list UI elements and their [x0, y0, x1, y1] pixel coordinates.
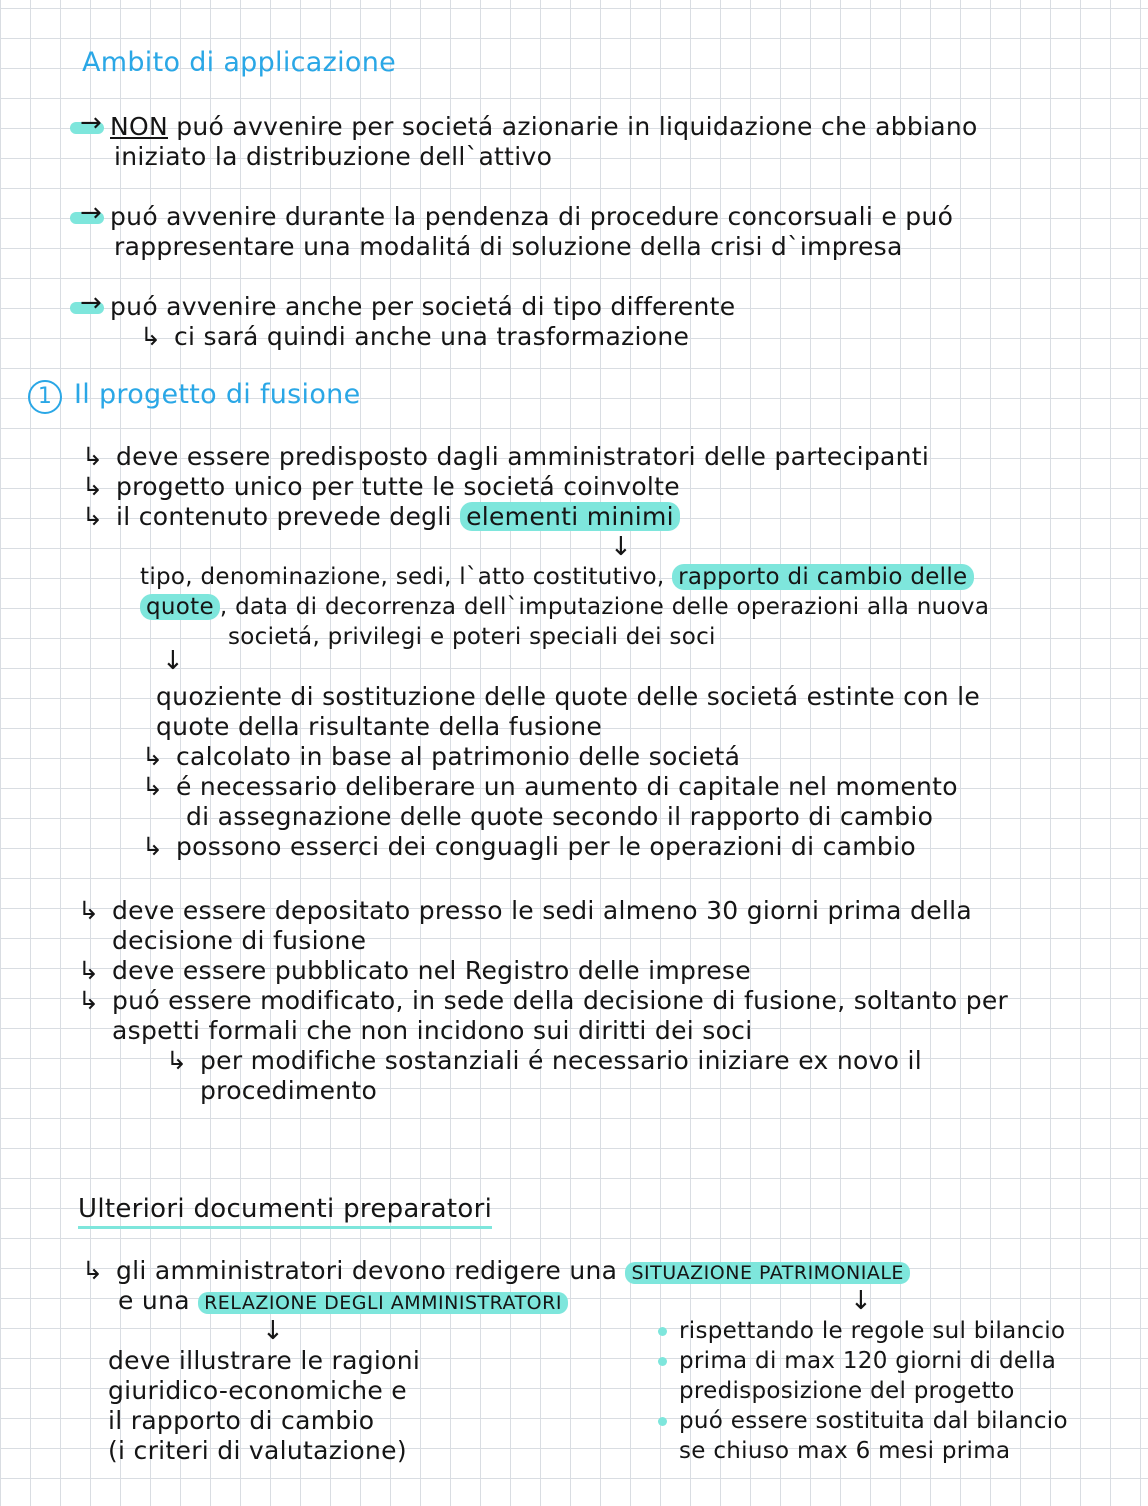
arrow-down-icon: ↓ — [850, 1286, 872, 1316]
modifica-sub-line2: procedimento — [200, 1076, 378, 1105]
sub-arrow-icon: ↳ — [78, 896, 100, 925]
sub-arrow-icon: ↳ — [82, 1256, 104, 1285]
sub-arrow-icon: ↳ — [78, 956, 100, 985]
section2-heading — [78, 1194, 492, 1224]
sub-arrow-icon: ↳ — [82, 502, 104, 531]
bullet-dot-icon — [658, 1417, 667, 1426]
bullet-dot-icon — [658, 1357, 667, 1366]
sub-arrow-icon: ↳ — [166, 1046, 188, 1075]
sub-arrow-icon: ↳ — [78, 986, 100, 1015]
section2-title: Ulteriori documenti preparatori — [78, 1194, 492, 1229]
deposit-line1: ↳ deve essere depositato presso le sedi almeno 30 giorni prima della — [78, 896, 973, 925]
deposit-line2: decisione di fusione — [112, 926, 367, 955]
elements-line1: tipo, denominazione, sedi, l`atto costitutivo, rapporto di cambio delle — [140, 562, 974, 592]
registro-line: ↳ deve essere pubblicato nel Registro delle imprese — [78, 956, 751, 985]
ambito-bullet-1 — [70, 112, 978, 142]
sub-arrow-icon: ↳ — [82, 472, 104, 501]
sp-bullet-2-line2: predisposizione del progetto — [679, 1378, 1015, 1404]
quoziente-b1: ↳ calcolato in base al patrimonio delle societá — [142, 742, 741, 771]
elements-line3: societá, privilegi e poteri speciali dei soci — [228, 624, 716, 650]
ambito-bullet-3 — [70, 292, 735, 322]
arrow-down-icon: ↓ — [162, 646, 184, 676]
quoziente-b2-line2: di assegnazione delle quote secondo il rapporto di cambio — [186, 802, 934, 831]
relazione-amministratori-highlight: RELAZIONE DEGLI AMMINISTRATORI — [198, 1292, 568, 1314]
s1-p2: ↳ progetto unico per tutte le societá coinvolte — [82, 472, 680, 501]
situazione-patrimoniale-highlight: SITUAZIONE PATRIMONIALE — [625, 1262, 909, 1284]
quoziente-line1: quoziente di sostituzione delle quote delle societá estinte con le — [156, 682, 981, 711]
ambito-b2-line2: rappresentare una modalitá di soluzione della crisi d`impresa — [114, 232, 903, 261]
ambito-bullet-2 — [70, 202, 953, 232]
quoziente-b2: ↳ é necessario deliberare un aumento di capitale nel momento — [142, 772, 958, 801]
relazione-line2: giuridico-economiche e — [108, 1376, 407, 1405]
modifica-line2: aspetti formali che non incidono sui diritti dei soci — [112, 1016, 753, 1045]
relazione-line1: deve illustrare le ragioni — [108, 1346, 421, 1375]
relazione-line4: (i criteri di valutazione) — [108, 1436, 407, 1465]
quote-highlight: quote — [140, 594, 220, 620]
arrow-right-icon — [70, 212, 104, 224]
sp-bullet-3: puó essere sostituita dal bilancio — [658, 1406, 1068, 1436]
bullet-dot-icon — [658, 1327, 667, 1336]
sp-bullet-2: prima di max 120 giorni di della — [658, 1346, 1056, 1376]
ambito-b2-text: puó avvenire durante la pendenza di procedure concorsuali e puó — [110, 202, 954, 231]
s1-p1: ↳ deve essere predisposto dagli amministratori delle partecipanti — [82, 442, 930, 471]
s2-intro-line1: ↳ gli amministratori devono redigere una SITUAZIONE PATRIMONIALE — [82, 1256, 910, 1288]
rapporto-cambio-highlight: rapporto di cambio delle — [672, 564, 973, 590]
s2-intro-line2: e una RELAZIONE DEGLI AMMINISTRATORI — [118, 1286, 568, 1318]
heading-ambito: Ambito di applicazione — [82, 47, 397, 78]
sub-arrow-icon: ↳ — [142, 772, 164, 801]
quoziente-line2: quote della risultante della fusione — [156, 712, 603, 741]
relazione-line3: il rapporto di cambio — [108, 1406, 375, 1435]
sp-bullet-3-line2: se chiuso max 6 mesi prima — [679, 1438, 1011, 1464]
s1-p3: ↳ il contenuto prevede degli elementi minimi — [82, 502, 680, 532]
section1-heading — [28, 380, 361, 414]
section1-title: Il progetto di fusione — [74, 379, 361, 410]
arrow-down-icon: ↓ — [262, 1316, 284, 1346]
ambito-b1-line2: iniziato la distribuzione dell`attivo — [114, 142, 553, 171]
elementi-minimi-highlight: elementi minimi — [460, 502, 680, 531]
non-emphasis: NON — [110, 112, 168, 141]
arrow-right-icon — [70, 302, 104, 314]
arrow-right-icon — [70, 122, 104, 134]
arrow-down-icon: ↓ — [610, 532, 632, 562]
sub-arrow-icon: ↳ — [82, 442, 104, 471]
modifica-line1: ↳ puó essere modificato, in sede della decisione di fusione, soltanto per — [78, 986, 1009, 1015]
quoziente-b3: ↳ possono esserci dei conguagli per le operazioni di cambio — [142, 832, 916, 861]
sp-bullet-1: rispettando le regole sul bilancio — [658, 1316, 1065, 1346]
ambito-b3-line2: ↳ ci sará quindi anche una trasformazione — [140, 322, 690, 351]
sub-arrow-icon: ↳ — [142, 742, 164, 771]
modifica-sub-line1: ↳ per modifiche sostanziali é necessario iniziare ex novo il — [166, 1046, 922, 1075]
number-circle-icon: 1 — [28, 380, 62, 414]
elements-line2: quote , data di decorrenza dell`imputazione delle operazioni alla nuova — [140, 592, 989, 622]
ambito-b1-text: puó avvenire per societá azionarie in liquidazione che abbiano — [167, 112, 978, 141]
sub-arrow-icon: ↳ — [140, 322, 162, 351]
sub-arrow-icon: ↳ — [142, 832, 164, 861]
ambito-b3-text: puó avvenire anche per societá di tipo differente — [110, 292, 736, 321]
